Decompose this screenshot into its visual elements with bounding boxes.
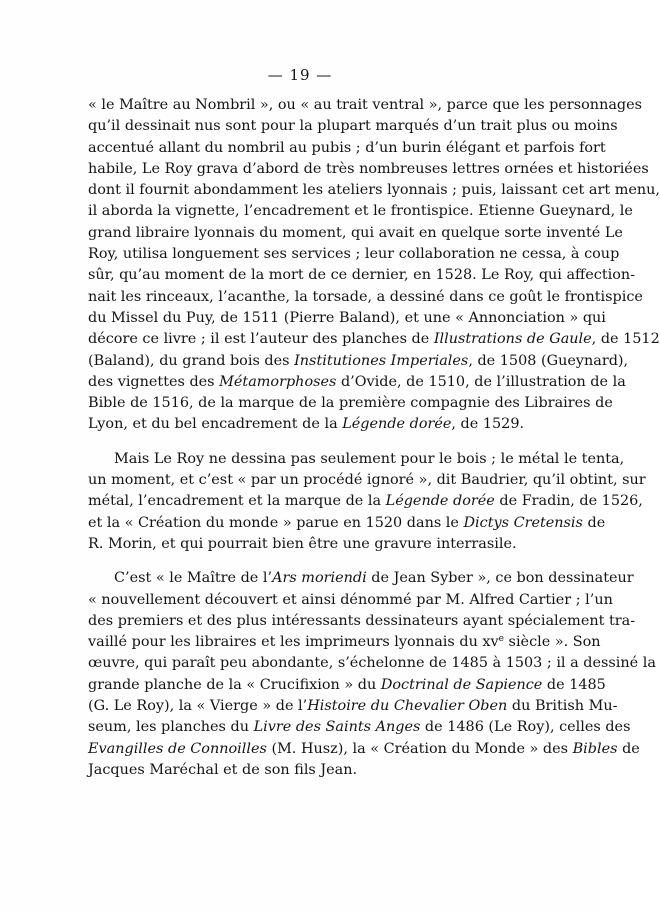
text-run: œuvre, qui paraît peu abondante, s’échelonne de 1485 à 1503 ; il a dessiné la xyxy=(88,655,656,672)
text-run: , de 1529. xyxy=(451,416,525,433)
text-run: nait les rinceaux, l’acanthe, la torsade, a dessiné dans ce goût le frontispice xyxy=(88,288,643,305)
text-line xyxy=(88,653,656,674)
italic-title: Institutiones Imperiales xyxy=(294,352,469,369)
paragraph-2 xyxy=(88,449,646,555)
text-line xyxy=(88,138,606,159)
text-line xyxy=(88,414,525,435)
text-run: Lyon, et du bel encadrement de la xyxy=(88,416,343,433)
text-line xyxy=(88,491,643,512)
text-line xyxy=(88,244,620,265)
text-line xyxy=(88,159,649,180)
text-line xyxy=(88,351,629,372)
page-number: — 19 — xyxy=(267,66,333,84)
text-run: et la « Création du monde » parue en 1520 dans le xyxy=(88,514,464,531)
italic-title: Ars moriendi xyxy=(272,570,367,587)
text-run: C’est « le Maître de l’ xyxy=(114,570,273,587)
text-run: grand libraire lyonnais du moment, qui avait en quelque sorte inventé Le xyxy=(88,224,623,241)
italic-title: Dictys Cretensis xyxy=(463,514,583,531)
text-run: (M. Husz), la « Création du Monde » des xyxy=(266,740,573,757)
italic-title: Illustrations de Gaule xyxy=(433,331,592,348)
text-run: accentué allant du nombril au pubis ; d’un burin élégant et parfois fort xyxy=(88,139,606,156)
text-line xyxy=(88,513,606,534)
text-line xyxy=(88,201,633,222)
italic-title: Doctrinal de Sapience xyxy=(380,676,543,693)
text-run: sûr, qu’au moment de la mort de ce dernier, en 1528. Le Roy, qui affection- xyxy=(88,267,636,284)
text-run: (G. Le Roy), la « Vierge » de l’ xyxy=(88,698,308,715)
italic-title: Bibles xyxy=(572,740,618,757)
italic-title: Légende dorée xyxy=(385,493,495,510)
paragraph-gap xyxy=(88,436,505,449)
italic-title: Evangilles de Connoilles xyxy=(88,740,267,757)
text-run: de Jean Syber », ce bon dessinateur xyxy=(366,570,634,587)
text-run: « le Maître au Nombril », ou « au trait ventral », parce que les personnages xyxy=(88,97,643,113)
text-line xyxy=(88,696,618,717)
text-run: du British Mu- xyxy=(507,698,618,715)
text-line xyxy=(88,449,625,470)
text-run: siècle ». Son xyxy=(503,634,601,651)
text-line xyxy=(88,760,505,781)
paragraph-gap xyxy=(88,555,505,568)
text-line xyxy=(88,372,626,393)
text-run: il aborda la vignette, l’encadrement et le frontispice. Etienne Gueynard, le xyxy=(88,203,633,220)
text-run: Mais Le Roy ne dessina pas seulement pour le bois ; le métal le tenta, xyxy=(114,450,625,467)
text-run: de xyxy=(582,514,606,531)
text-line xyxy=(88,116,618,137)
italic-title: Livre des Saints Anges xyxy=(253,719,421,736)
text-run: habile, Le Roy grava d’abord de très nombreuses lettres ornées et historiées xyxy=(88,160,649,177)
text-run: « nouvellement découvert et ainsi dénommé par M. Alfred Cartier ; l’un xyxy=(88,591,613,608)
text-line xyxy=(88,739,640,760)
text-line xyxy=(88,590,613,611)
text-line xyxy=(88,95,643,116)
text-run: R. Morin, et qui pourrait bien être une gravure interrasile. xyxy=(88,535,517,552)
text-line xyxy=(88,717,631,738)
italic-title: Légende dorée xyxy=(342,416,452,433)
text-run: décore ce livre ; il est l’auteur des planches de xyxy=(88,331,434,348)
text-run: vaillé pour les libraires et les imprimeurs lyonnais du xv xyxy=(88,634,499,651)
text-run: des vignettes des xyxy=(88,373,220,390)
text-run: de xyxy=(617,740,640,757)
text-run: qu’il dessinait nus sont pour la plupart marqués d’un trait plus ou moins xyxy=(88,118,618,135)
text-line xyxy=(88,611,636,632)
text-run: dont il fournit abondamment les ateliers lyonnais ; puis, laissant cet art menu, xyxy=(88,182,660,199)
text-run: de Fradin, de 1526, xyxy=(494,493,643,510)
text-run: , de 1512 xyxy=(591,331,660,348)
text-line xyxy=(88,632,601,653)
text-line xyxy=(88,180,660,201)
text-run: Bible de 1516, de la marque de la première compagnie des Libraires de xyxy=(88,395,613,412)
text-run: Roy, utilisa longuement ses services ; leur collaboration ne cessa, à coup xyxy=(88,246,620,263)
text-line xyxy=(88,265,636,286)
text-run: seum, les planches du xyxy=(88,719,254,736)
text-run: de 1486 (Le Roy), celles des xyxy=(420,719,631,736)
text-line xyxy=(88,675,606,696)
text-line xyxy=(88,568,634,589)
text-run: du Missel du Puy, de 1511 (Pierre Baland), et une « Annonciation » qui xyxy=(88,309,606,326)
paragraph-3 xyxy=(88,568,656,781)
text-run: grande planche de la « Crucifixion » du xyxy=(88,676,381,693)
text-line xyxy=(88,308,606,329)
text-run: (Baland), du grand bois des xyxy=(88,352,295,369)
text-run: des premiers et des plus intéressants dessinateurs ayant spécialement tra- xyxy=(88,612,636,629)
text-line xyxy=(88,287,643,308)
text-run: d’Ovide, de 1510, de l’illustration de la xyxy=(336,373,626,390)
italic-title: Métamorphoses xyxy=(219,373,337,390)
text-line xyxy=(88,223,623,244)
text-line xyxy=(88,470,646,491)
text-run: Jacques Maréchal et de son fils Jean. xyxy=(88,761,358,778)
text-run: , de 1508 (Gueynard), xyxy=(468,352,629,369)
text-run: de 1485 xyxy=(542,676,606,693)
body-text xyxy=(88,95,660,781)
text-run: un moment, et c’est « par un procédé ignoré », dit Baudrier, qu’il obtint, sur xyxy=(88,472,646,489)
text-line xyxy=(88,393,613,414)
text-run: métal, l’encadrement et la marque de la xyxy=(88,493,386,510)
text-line xyxy=(88,534,517,555)
paragraph-1 xyxy=(88,95,660,436)
italic-title: Histoire du Chevalier Oben xyxy=(307,698,508,715)
text-line xyxy=(88,329,660,350)
superscript: e xyxy=(498,634,504,645)
